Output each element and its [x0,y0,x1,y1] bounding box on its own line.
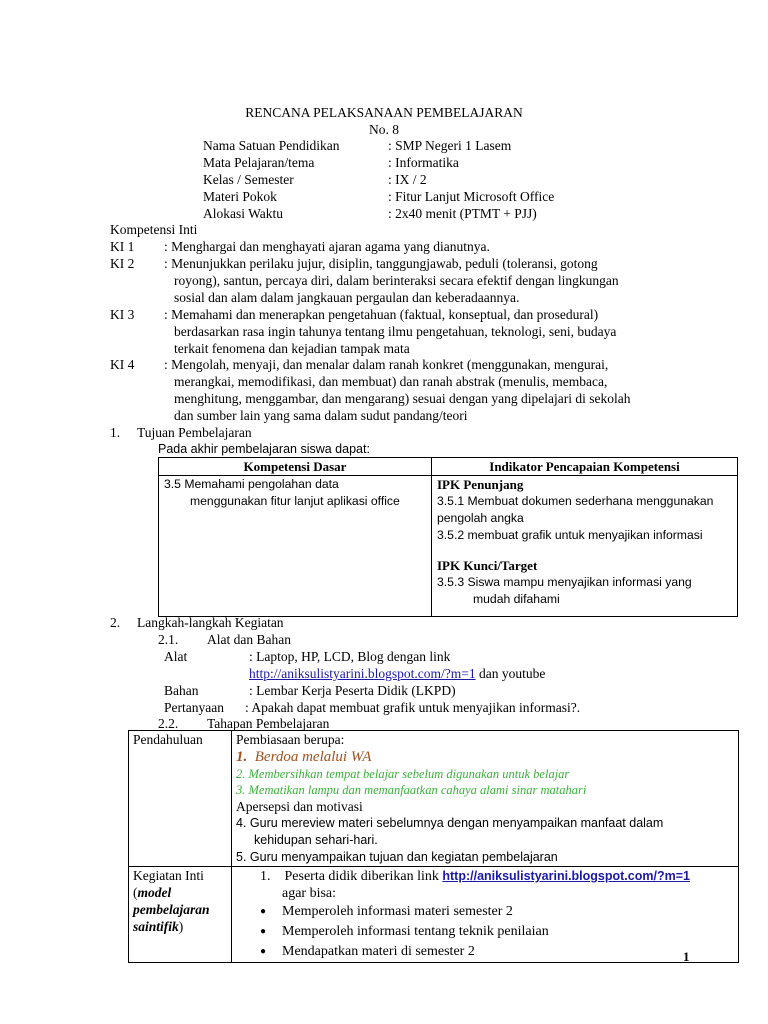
ki-line: merangkai, memodifikasi, dan membuat) dan ranah abstrak (menulis, membaca, [174,374,608,389]
pertanyaan-value: : Apakah dapat membuat grafik untuk menyajikan informasi?. [245,700,581,715]
bahan-label: Bahan [164,683,199,698]
ipk-line: pengolah angka [437,511,524,525]
identity-label: Kelas / Semester [203,172,294,187]
ki-text [164,306,695,357]
identity-value: : SMP Negeri 1 Lasem [388,138,512,153]
identity-value: : Informatika [388,155,459,170]
ki-text [164,356,695,424]
inti-model-text: model pembelajaran saintifik [133,885,210,934]
section-title: Langkah-langkah Kegiatan [137,615,284,630]
pertanyaan-label: Pertanyaan [164,700,224,715]
identity-value: : IX / 2 [388,172,427,187]
inti-text: Peserta didik diberikan link [284,869,443,884]
pendahuluan-label: Pendahuluan [129,731,232,867]
subsection-number: 2.2. [158,716,179,731]
ipk-line: 3.5.1 Membuat dokumen sederhana menggunakan [437,494,714,508]
section-intro: Pada akhir pembelajaran siswa dapat: [158,442,370,456]
kd-header: Kompetensi Dasar [159,458,432,476]
ki-code: KI 3 [110,307,135,322]
identity-row [203,154,683,171]
subsection-title: Alat dan Bahan [207,632,291,647]
list-item: ● Mendapatkan materi di semester 2 [282,942,734,962]
inti-cont: agar bisa: [282,886,337,901]
step-item: 2. Membersihkan tempat belajar sebelum digunakan untuk belajar [236,767,570,781]
ki-line: menghitung, menggambar, dan mengarang) sesuai dengan yang dipelajari di sekolah [174,391,631,406]
bahan-value: : Lembar Kerja Peserta Didik (LKPD) [249,683,456,698]
step-num: 1. [236,749,248,765]
step-item: 3. Mematikan lampu dan memanfaatkan cahaya alami sinar matahari [236,783,587,797]
inti-item [236,867,734,886]
identity-label: Materi Pokok [203,189,277,204]
identity-label: Nama Satuan Pendidikan [203,138,340,153]
document-title: RENCANA PELAKSANAAN PEMBELAJARAN [245,105,523,120]
ki-text [164,238,695,255]
apersepsi: Apersepsi dan motivasi [236,799,363,814]
ki-line: : Menunjukkan perilaku jujur, disiplin, tanggungjawab, peduli (toleransi, gotong [164,256,598,271]
alat-label: Alat [164,649,188,664]
identity-block [203,137,683,222]
inti-cell [232,867,739,963]
list-item: ● Memperoleh informasi materi semester 2 [282,902,734,922]
step-item: kehidupan sehari-hari. [254,833,378,847]
list-item: ● Memperoleh informasi tentang teknik penilaian [282,922,734,942]
ki-line: berdasarkan rasa ingin tahunya tentang ilmu pengetahuan, teknologi, seni, budaya [174,324,617,339]
competency-table [158,457,738,617]
ki-code: KI 1 [110,239,135,254]
alat-link-line [249,665,545,682]
section-number: 1. [110,425,121,440]
identity-row [203,205,683,222]
identity-label: Alokasi Waktu [203,206,284,221]
ipk-line: 3.5.2 membuat grafik untuk menyajikan informasi [437,528,703,542]
inti-label-cell [129,867,232,963]
kd-cell [159,476,432,617]
section-title: Tujuan Pembelajaran [137,425,252,440]
ki-heading: Kompetensi Inti [110,222,198,237]
section-number: 2. [110,615,121,630]
ki-line: royong), santun, percaya diri, dalam berinteraksi secara efektif dengan lingkungan [174,273,619,288]
ki-line: terkait fenomena dan kejadian tampak mata [174,341,410,356]
subsection-title: Tahapan Pembelajaran [207,716,330,731]
ki-line: : Memahami dan menerapkan pengetahuan (faktual, konseptual, dan prosedural) [164,307,599,322]
identity-row [203,171,683,188]
blog-link[interactable]: http://aniksulistyarini.blogspot.com/?m=1 [442,869,690,883]
document-number: No. 8 [369,122,399,137]
spacer [437,544,732,557]
ki-line: dan sumber lain yang sama dalam sudut pandang/teori [174,408,468,423]
kd-line: 3.5 Memahami pengolahan data [164,477,339,491]
step-text: Berdoa melalui WA [254,749,372,765]
blog-link[interactable]: http://aniksulistyarini.blogspot.com/?m=1 [249,666,476,681]
kd-line: menggunakan fitur lanjut aplikasi office [190,494,400,508]
ki-item [110,238,695,255]
step-item: 5. Guru menyampaikan tujuan dan kegiatan pembelajaran [236,850,558,864]
ki-text [164,255,695,306]
identity-value: : Fitur Lanjut Microsoft Office [388,189,555,204]
paren: ) [178,919,184,934]
ki-line: : Mengolah, menyaji, dan menalar dalam ranah konkret (menggunakan, mengurai, [164,357,609,372]
identity-row [203,137,683,154]
ki-code: KI 4 [110,357,135,372]
steps-table [128,730,739,963]
inti-num: 1. [260,869,271,884]
ipk-line: mudah difahami [473,592,560,606]
identity-label: Mata Pelajaran/tema [203,155,315,170]
inti-model [133,884,227,935]
ipk-penunjang-title: IPK Penunjang [437,477,524,492]
identity-row [203,188,683,205]
paren: ( [133,885,138,900]
ki-item [110,306,695,357]
bullet-list [236,902,734,962]
identity-value: : 2x40 menit (PTMT + PJJ) [388,206,537,221]
ki-line: sosial dan alam dalam jangkauan pergaulan dan keberadaannya. [174,290,520,305]
ipk-cell [432,476,738,617]
ki-line: : Menghargai dan menghayati ajaran agama yang dianutnya. [164,239,490,254]
step-item: 4. Guru mereview materi sebelumnya dengan menyampaikan manfaat dalam [236,816,664,830]
ipk-header: Indikator Pencapaian Kompetensi [432,458,738,476]
alat-suffix: dan youtube [475,666,546,681]
page-number: 1 [683,949,690,964]
subsection-number: 2.1. [158,632,179,647]
ki-item [110,255,695,306]
ki-item [110,356,695,424]
ki-code: KI 2 [110,256,135,271]
pembiasaan: Pembiasaan berupa: [236,732,345,747]
step-item [236,748,734,766]
alat-value: : Laptop, HP, LCD, Blog dengan link [249,649,451,664]
inti-label: Kegiatan Inti [133,868,204,883]
ipk-kunci-title: IPK Kunci/Target [437,558,538,573]
pendahuluan-cell [232,731,739,867]
ipk-line: 3.5.3 Siswa mampu menyajikan informasi yang [437,575,692,589]
